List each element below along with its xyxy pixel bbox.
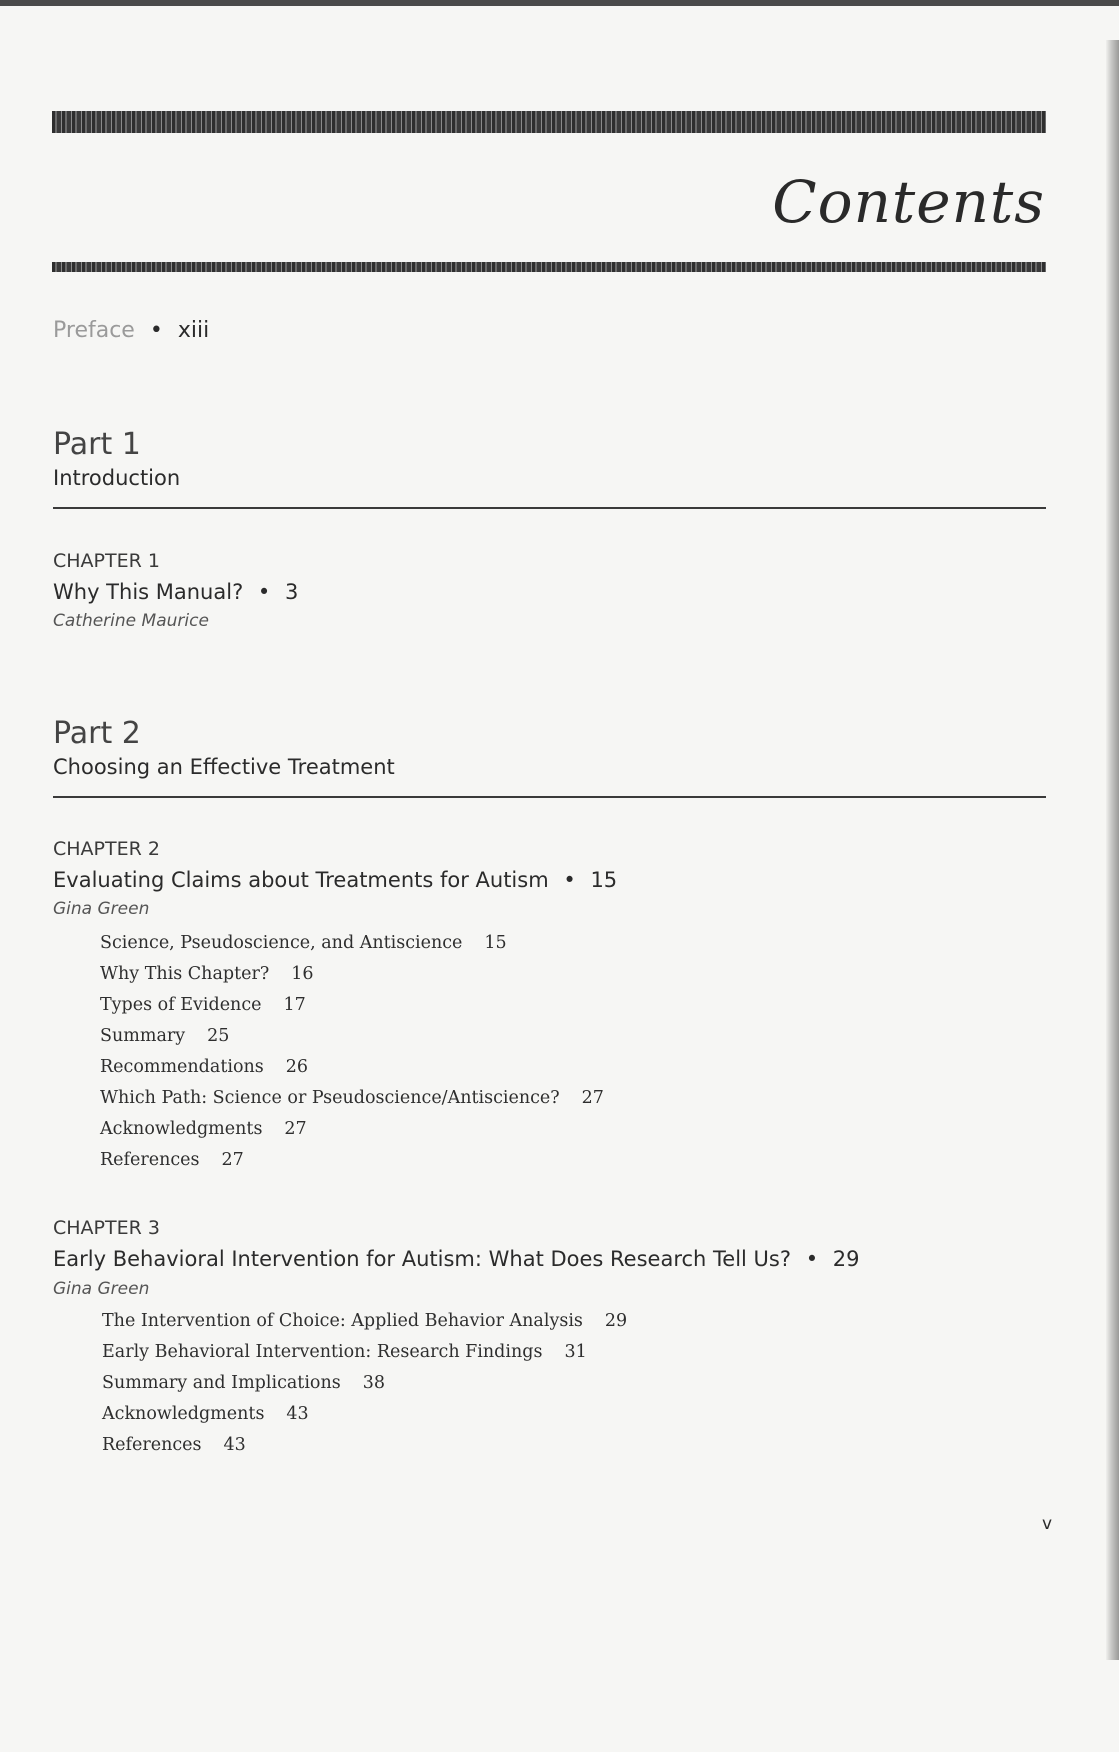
preface-label: Preface	[53, 318, 135, 343]
part-2-subtitle: Choosing an Effective Treatment	[53, 755, 395, 779]
bullet-separator: •	[805, 1247, 819, 1271]
toc-section-entry: Early Behavioral Intervention: Research Findings 31	[102, 1342, 587, 1362]
header-rule-bottom	[52, 262, 1046, 272]
toc-section-entry: References 27	[100, 1150, 244, 1170]
toc-section-entry: Recommendations 26	[100, 1057, 309, 1077]
bullet-separator: •	[257, 580, 271, 604]
chapter-title-text: Why This Manual?	[53, 580, 244, 604]
preface-entry	[53, 318, 209, 343]
chapter-1-label: CHAPTER 1	[53, 550, 160, 572]
chapter-3-label: CHAPTER 3	[53, 1217, 160, 1239]
toc-section-entry: References 43	[102, 1435, 246, 1455]
part-label-text: Part 2	[53, 716, 141, 751]
toc-section-entry: The Intervention of Choice: Applied Behavior Analysis 29	[102, 1311, 628, 1331]
bullet-separator: •	[563, 868, 576, 892]
part-1-subtitle: Introduction	[53, 466, 181, 490]
part-2-label	[53, 716, 141, 751]
chapter-page: 3	[285, 580, 299, 604]
toc-section-entry: Acknowledgments 27	[100, 1119, 307, 1139]
chapter-title-text: Evaluating Claims about Treatments for Autism	[53, 868, 549, 892]
page-number: v	[1042, 1514, 1053, 1534]
part-1-rule	[53, 507, 1046, 509]
toc-section-entry: Summary 25	[100, 1026, 230, 1046]
chapter-1-author: Catherine Maurice	[53, 611, 209, 631]
toc-section-entry: Which Path: Science or Pseudoscience/Antiscience? 27	[100, 1088, 604, 1108]
toc-section-entry: Science, Pseudoscience, and Antiscience 15	[100, 933, 507, 953]
chapter-title-text: Early Behavioral Intervention for Autism: What Does Research Tell Us?	[53, 1247, 792, 1271]
chapter-2-title	[53, 868, 617, 892]
part-label-text: Part 1	[53, 427, 141, 462]
chapter-2-label: CHAPTER 2	[53, 838, 160, 860]
toc-section-entry: Acknowledgments 43	[102, 1404, 309, 1424]
header-rule-top	[52, 111, 1046, 133]
chapter-page: 29	[832, 1247, 860, 1271]
chapter-2-author: Gina Green	[53, 899, 150, 919]
bullet-separator: •	[149, 318, 163, 343]
chapter-3-author: Gina Green	[53, 1279, 150, 1299]
chapter-1-title	[53, 580, 298, 604]
page-title: Contents	[772, 168, 1045, 236]
chapter-page: 15	[590, 868, 618, 892]
scan-right-edge	[1106, 40, 1119, 1660]
part-1-label	[53, 427, 141, 462]
toc-section-entry: Why This Chapter? 16	[100, 964, 314, 984]
scan-top-edge	[0, 0, 1119, 6]
toc-section-entry: Summary and Implications 38	[102, 1373, 386, 1393]
part-2-rule	[53, 796, 1046, 798]
chapter-3-title	[53, 1247, 860, 1271]
toc-section-entry: Types of Evidence 17	[100, 995, 306, 1015]
preface-page: xiii	[177, 318, 210, 343]
